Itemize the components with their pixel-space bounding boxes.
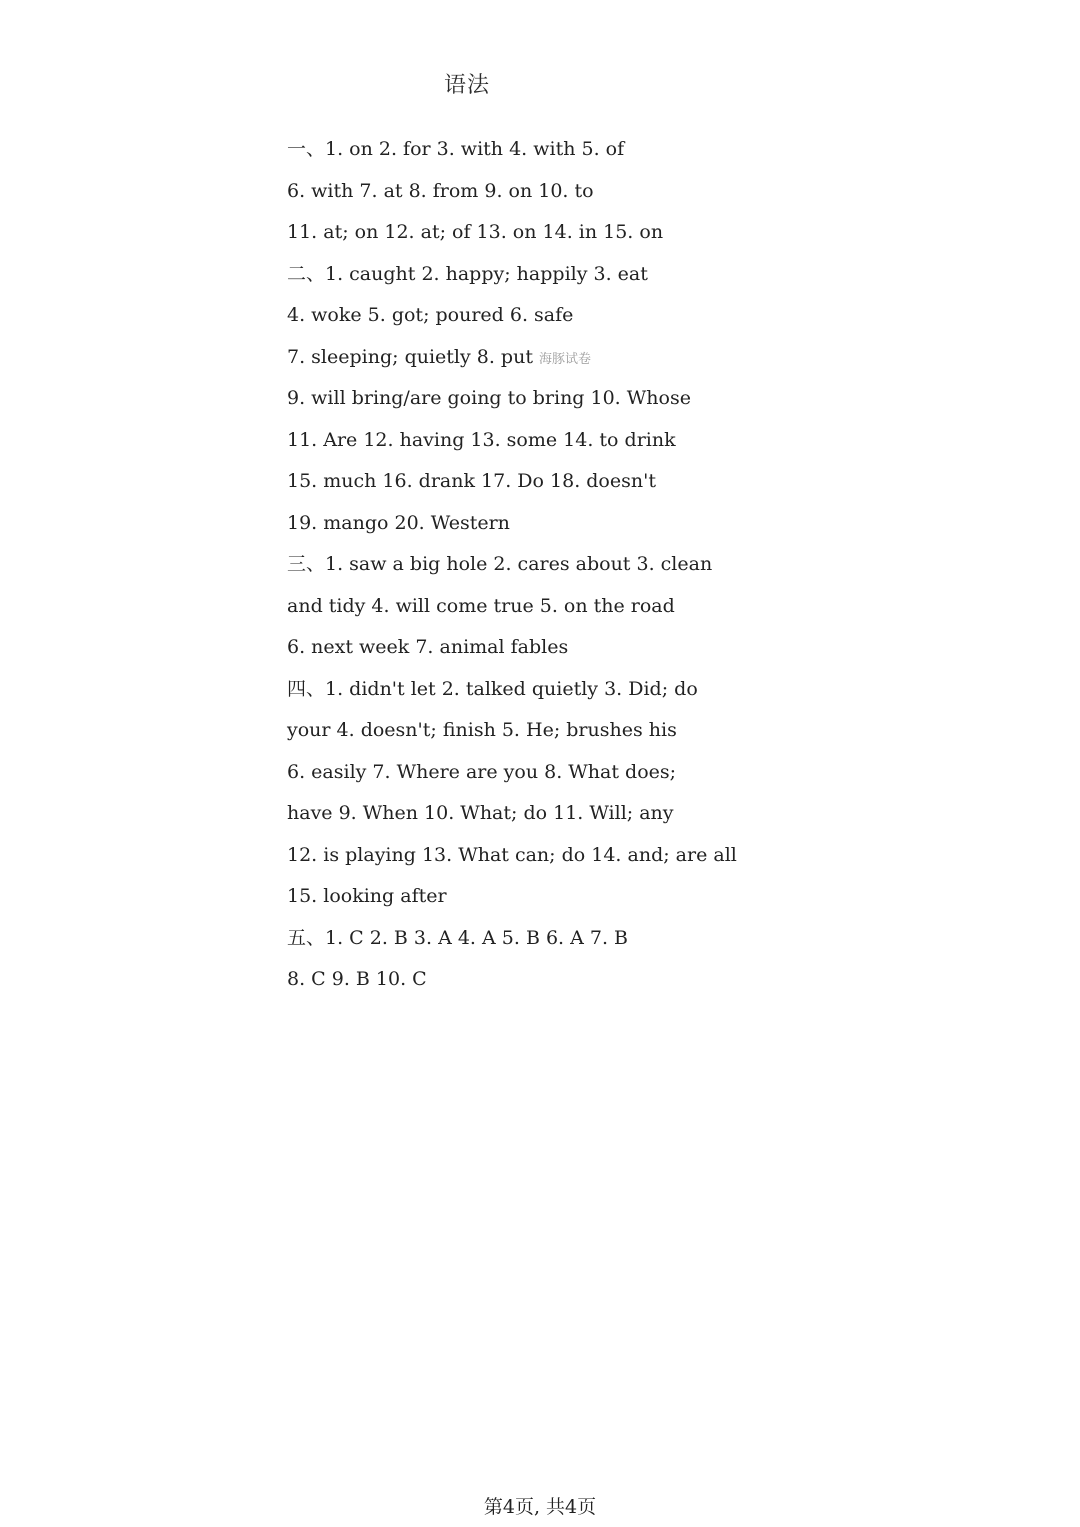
page-footer: 第4页, 共4页 xyxy=(483,1496,597,1518)
answer-line-13: 6. next week 7. animal fables xyxy=(287,636,569,658)
answer-list xyxy=(287,134,747,1006)
answer-line-21: 8. C 9. B 10. C xyxy=(287,968,427,990)
answer-line-17: have 9. When 10. What; do 11. Will; any xyxy=(287,802,674,824)
answer-line-14: 四、1. didn't let 2. talked quietly 3. Did; do xyxy=(287,677,698,700)
answer-line-18: 12. is playing 13. What can; do 14. and; are all xyxy=(287,843,737,866)
answer-line-4: 二、1. caught 2. happy; happily 3. eat xyxy=(287,262,648,285)
answer-line-11: 三、1. saw a big hole 2. cares about 3. clean xyxy=(287,553,713,575)
answer-line-8: 11. Are 12. having 13. some 14. to drink xyxy=(287,428,676,451)
answer-line-9: 15. much 16. drank 17. Do 18. doesn't xyxy=(287,470,656,492)
answer-line-19: 15. looking after xyxy=(287,885,447,907)
page-title: 语法 xyxy=(444,73,491,98)
answer-line-5: 4. woke 5. got; poured 6. safe xyxy=(287,304,574,326)
answer-line-20: 五、1. C 2. B 3. A 4. A 5. B 6. A 7. B xyxy=(287,926,628,949)
answer-line-1: 一、1. on 2. for 3. with 4. with 5. of xyxy=(287,138,625,160)
answer-line-7: 9. will bring/are going to bring 10. Whose xyxy=(287,387,691,409)
answer-line-6-text: 7. sleeping; quietly 8. put xyxy=(287,345,533,368)
answer-line-6 xyxy=(287,342,747,384)
watermark-text: 海豚试卷 xyxy=(538,351,591,367)
answer-line-2: 6. with 7. at 8. from 9. on 10. to xyxy=(287,179,594,202)
answer-line-15: your 4. doesn't; finish 5. He; brushes his xyxy=(287,719,677,741)
answer-line-3: 11. at; on 12. at; of 13. on 14. in 15. on xyxy=(287,221,664,243)
answer-line-16: 6. easily 7. Where are you 8. What does; xyxy=(287,760,677,783)
answer-line-12: and tidy 4. will come true 5. on the road xyxy=(287,594,675,617)
answer-line-10: 19. mango 20. Western xyxy=(287,511,510,534)
